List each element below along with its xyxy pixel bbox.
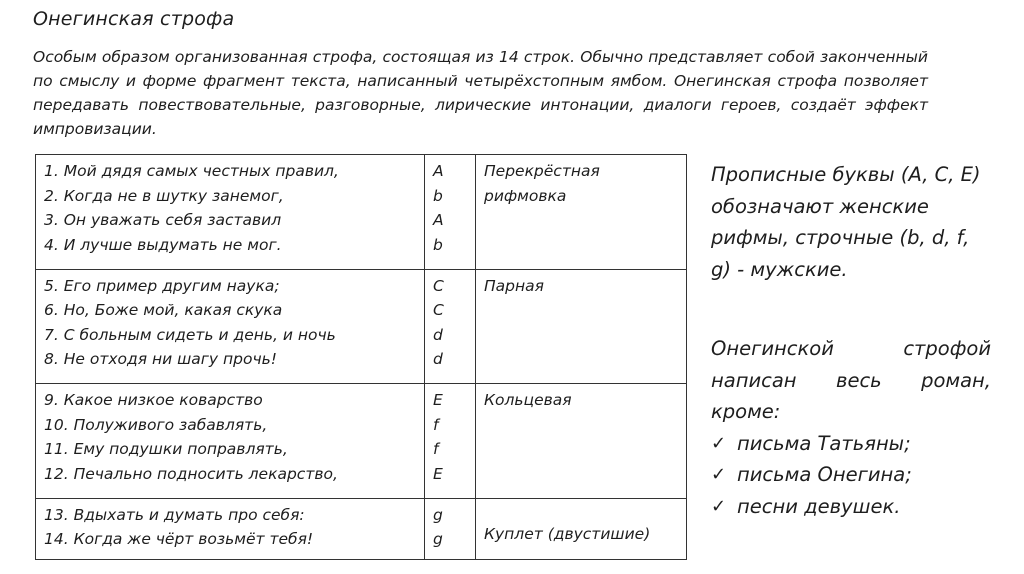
rhyme-type-cell <box>476 498 687 559</box>
intro-paragraph: Особым образом организованная строфа, состоящая из 14 строк. Обычно представляет собой законченный по смыслу и форме фрагмент текста, написанный четырёхстопным ямбом. Онегинская строфа позволяет передавать повествовательные, разговорные, лирические интонации, диалоги героев, создаёт эффект импровизации. <box>33 48 928 138</box>
verse-line: 6. Но, Боже мой, какая скука <box>44 301 283 320</box>
rhyme-letter: C <box>433 301 444 320</box>
verse-line: 5. Его пример другим наука; <box>44 276 280 295</box>
checkmark-icon: ✓ <box>711 495 727 517</box>
rhyme-type: Перекрёстная рифмовка <box>484 162 600 205</box>
verse-line: 2. Когда не в шутку занемог, <box>44 186 284 205</box>
rhyme-letter: f <box>433 415 439 434</box>
rhyme-letters-cell <box>425 155 476 270</box>
exceptions-heading: Онегинской строфой написан весь роман, кроме: <box>711 337 991 423</box>
rhyme-note: Прописные буквы (A, C, E) обозначают женские рифмы, строчные (b, d, f, g) - мужские. <box>711 163 981 281</box>
list-item-text: письма Онегина; <box>737 463 912 486</box>
list-item-text: песни девушек. <box>737 494 901 518</box>
exceptions-block <box>711 333 991 522</box>
page-title: Онегинская строфа <box>33 8 235 30</box>
rhyme-type-cell <box>476 155 687 270</box>
verse-lines-cell <box>36 155 425 270</box>
rhyme-letter: E <box>433 464 443 483</box>
rhyme-letter: A <box>433 211 444 229</box>
verse-line: 3. Он уважать себя заставил <box>44 211 282 229</box>
checkmark-icon: ✓ <box>711 432 727 454</box>
verse-lines-cell <box>36 498 425 559</box>
checkmark-icon: ✓ <box>711 464 727 485</box>
rhyme-letter: g <box>433 530 443 549</box>
rhyme-type: Куплет (двустишие) <box>484 525 651 543</box>
rhyme-letter: C <box>433 276 444 295</box>
exceptions-list <box>711 428 991 523</box>
rhyme-letter: g <box>433 505 443 524</box>
rhyme-letter: d <box>433 325 443 344</box>
verse-lines-cell <box>36 384 425 499</box>
verse-line: 12. Печально подносить лекарство, <box>44 464 338 483</box>
rhyme-letters-cell <box>425 269 476 384</box>
table-row <box>36 269 687 384</box>
rhyme-letters-cell <box>425 384 476 499</box>
rhyme-letter: E <box>433 391 443 410</box>
rhyme-type: Парная <box>484 276 544 295</box>
list-item <box>711 491 991 523</box>
rhyme-type-cell <box>476 384 687 499</box>
table-row <box>36 384 687 499</box>
list-item <box>711 428 991 460</box>
verse-line: 14. Когда же чёрт возьмёт тебя! <box>44 530 314 549</box>
verse-line: 10. Полуживого забавлять, <box>44 415 268 434</box>
stanza-table <box>35 154 687 560</box>
verse-line: 7. С больным сидеть и день, и ночь <box>44 325 336 344</box>
verse-line: 13. Вдыхать и думать про себя: <box>44 505 305 524</box>
rhyme-letter: b <box>433 186 443 205</box>
list-item-text: письма Татьяны; <box>737 431 911 455</box>
verse-line: 9. Какое низкое коварство <box>44 391 263 410</box>
table-row <box>36 155 687 270</box>
verse-line: 11. Ему подушки поправлять, <box>44 440 288 459</box>
rhyme-letter: A <box>433 162 444 180</box>
rhyme-letter: f <box>433 440 439 459</box>
rhyme-letter: b <box>433 235 443 254</box>
verse-lines-cell <box>36 269 425 384</box>
verse-line: 8. Не отходя ни шагу прочь! <box>44 350 277 369</box>
verse-line: 1. Мой дядя самых честных правил, <box>44 162 339 180</box>
table-row <box>36 498 687 559</box>
rhyme-type: Кольцевая <box>484 391 572 410</box>
verse-line: 4. И лучше выдумать не мог. <box>44 235 282 254</box>
list-item <box>711 459 991 491</box>
rhyme-letter: d <box>433 350 443 369</box>
rhyme-type-cell <box>476 269 687 384</box>
rhyme-letters-cell <box>425 498 476 559</box>
